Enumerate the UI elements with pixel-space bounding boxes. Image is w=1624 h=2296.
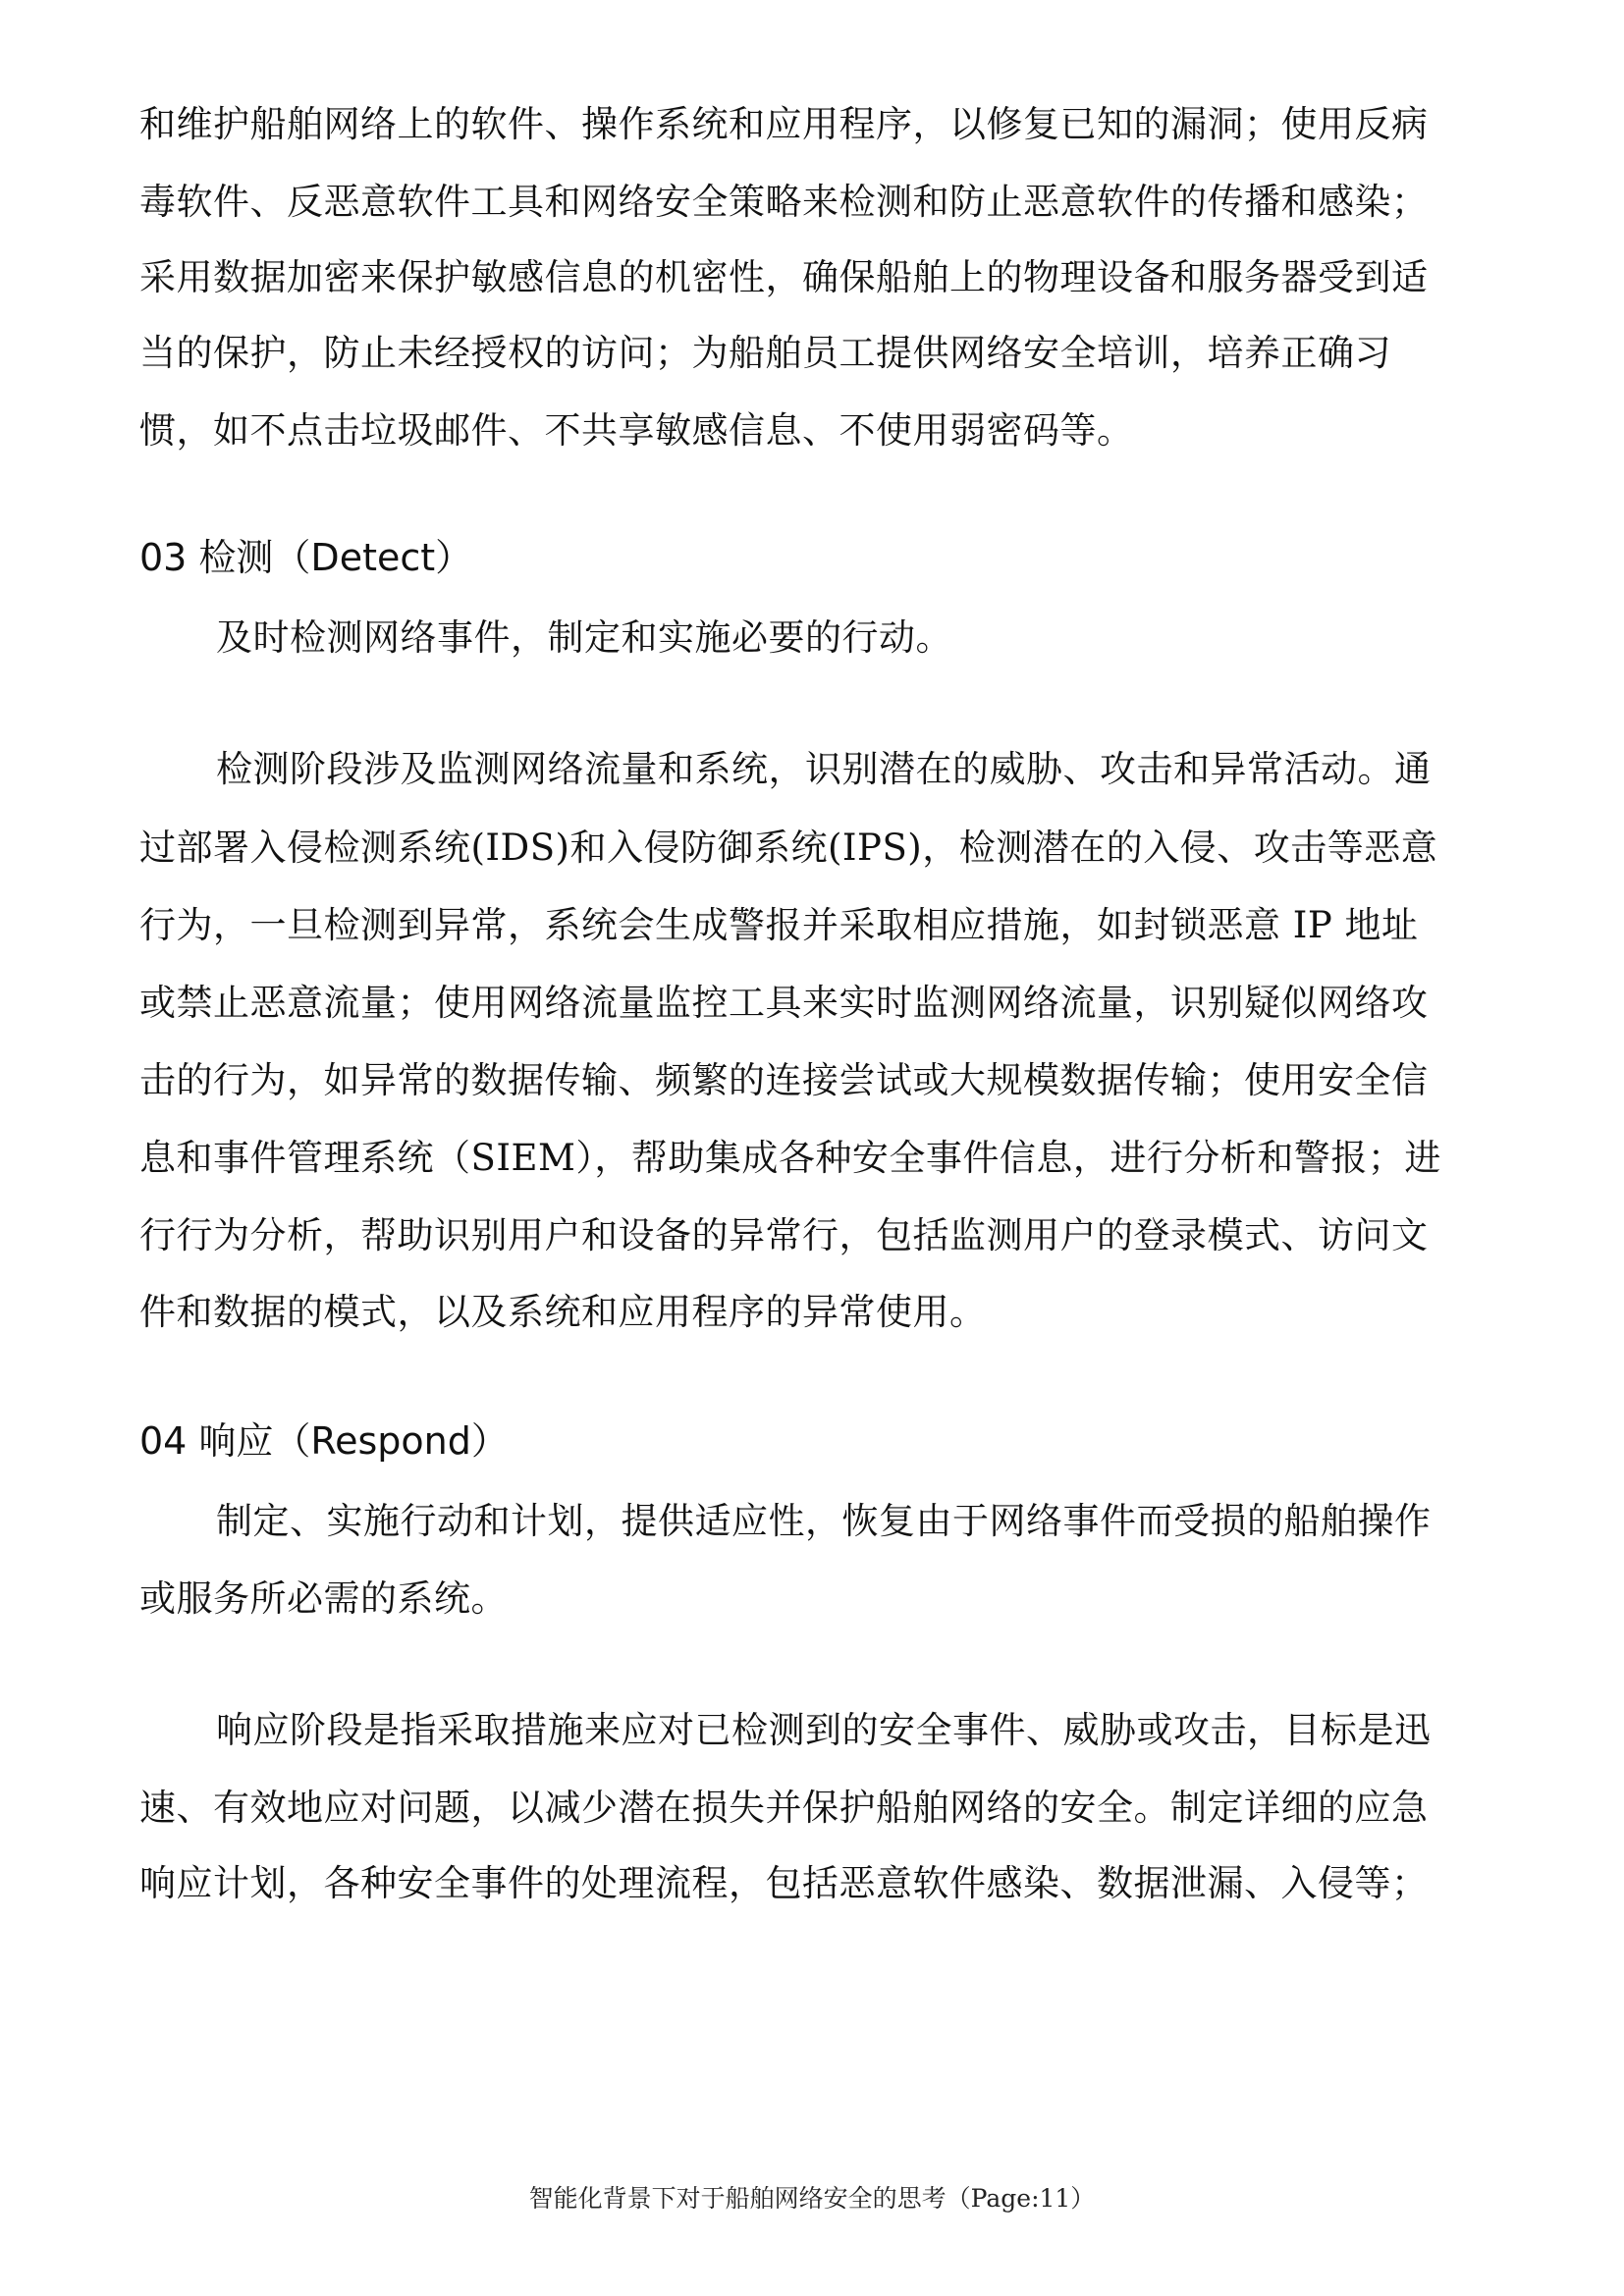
detect-body-line-6: 息和事件管理系统（SIEM），帮助集成各种安全事件信息，进行分析和警报；进 [139,1137,1441,1179]
respond-body-line-1: 响应阶段是指采取措施来应对已检测到的安全事件、威胁或攻击，目标是迅 [216,1709,1432,1751]
detect-body-line-3: 行为，一旦检测到异常，系统会生成警报并采取相应措施，如封锁恶意 IP 地址 [139,904,1419,946]
section-heading-detect: 03 检测（Detect） [139,536,473,579]
intro-line-5: 惯，如不点击垃圾邮件、不共享敏感信息、不使用弱密码等。 [139,409,1134,452]
respond-summary-line-2: 或服务所必需的系统。 [139,1577,508,1620]
section-heading-respond: 04 响应（Respond） [139,1419,509,1463]
detect-body-line-7: 行行为分析，帮助识别用户和设备的异常行，包括监测用户的登录模式、访问文 [139,1214,1429,1256]
detect-body-line-4: 或禁止恶意流量；使用网络流量监控工具来实时监测网络流量，识别疑似网络攻 [139,982,1429,1024]
detect-body-line-1: 检测阶段涉及监测网络流量和系统，识别潜在的威胁、攻击和异常活动。通 [216,748,1432,790]
detect-body-line-5: 击的行为，如异常的数据传输、频繁的连接尝试或大规模数据传输；使用安全信 [139,1059,1429,1101]
detect-body-line-2: 过部署入侵检测系统(IDS)和入侵防御系统(IPS)，检测潜在的入侵、攻击等恶意 [139,827,1438,869]
respond-body-line-2: 速、有效地应对问题，以减少潜在损失并保护船舶网络的安全。制定详细的应急 [139,1787,1429,1829]
respond-summary-line-1: 制定、实施行动和计划，提供适应性，恢复由于网络事件而受损的船舶操作 [216,1500,1432,1542]
intro-line-1: 和维护船舶网络上的软件、操作系统和应用程序，以修复已知的漏洞；使用反病 [139,103,1429,145]
respond-body-line-3: 响应计划，各种安全事件的处理流程，包括恶意软件感染、数据泄漏、入侵等； [139,1862,1429,1904]
intro-line-3: 采用数据加密来保护敏感信息的机密性，确保船舶上的物理设备和服务器受到适 [139,256,1429,298]
intro-line-2: 毒软件、反恶意软件工具和网络安全策略来检测和防止恶意软件的传播和感染； [139,181,1429,223]
intro-line-4: 当的保护，防止未经授权的访问；为船舶员工提供网络安全培训，培养正确习 [139,332,1391,374]
page-footer: 智能化背景下对于船舶网络安全的思考（Page:11） [528,2184,1096,2213]
detect-summary: 及时检测网络事件，制定和实施必要的行动。 [216,616,952,659]
detect-body-line-8: 件和数据的模式，以及系统和应用程序的异常使用。 [139,1291,987,1333]
